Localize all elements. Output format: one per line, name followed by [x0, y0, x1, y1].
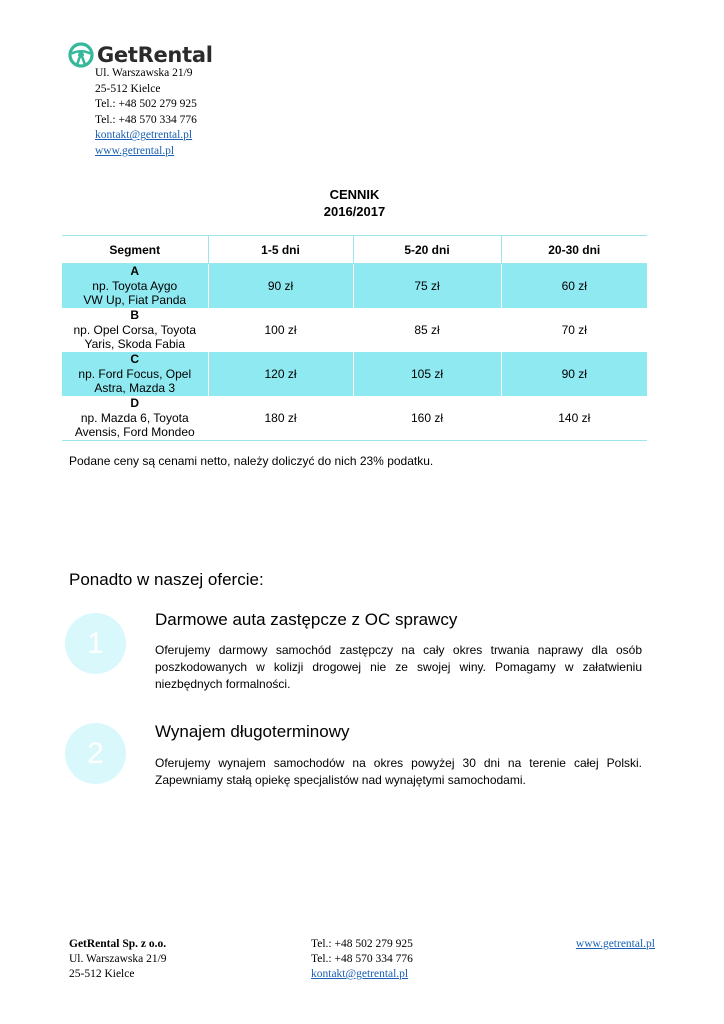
price-cell: 100 zł: [208, 308, 353, 352]
price-cell: 105 zł: [353, 352, 501, 396]
price-cell: 140 zł: [501, 396, 647, 441]
address-phone-1: Tel.: +48 502 279 925: [95, 98, 197, 111]
price-cell: 180 zł: [208, 396, 353, 441]
price-cell: 120 zł: [208, 352, 353, 396]
table-row: [62, 264, 647, 309]
header-website-link[interactable]: www.getrental.pl: [95, 144, 175, 157]
company-logo: [68, 41, 213, 69]
price-cell: 60 zł: [501, 264, 647, 309]
feature-text: Oferujemy darmowy samochód zastępczy na cały okres trwania naprawy dla osób poszkodowanych w kolizji drogowej nie ze swojej winy. Pomagamy w załatwieniu niezbędnych formalności.: [155, 643, 642, 691]
segment-desc: Yaris, Skoda Fabia: [84, 337, 185, 352]
segment-letter: A: [130, 264, 140, 279]
price-cell: 160 zł: [353, 396, 501, 441]
footer-company-block: [69, 937, 167, 982]
header-address: [95, 66, 197, 160]
price-table: [62, 235, 647, 441]
header-email-link[interactable]: kontakt@getrental.pl: [95, 129, 193, 142]
segment-desc: np. Opel Corsa, Toyota: [73, 322, 196, 337]
feature-title: Darmowe auta zastępcze z OC sprawcy: [155, 610, 458, 629]
segment-letter: D: [130, 396, 140, 411]
header-1-5: 1-5 dni: [208, 236, 353, 264]
segment-desc: Astra, Mazda 3: [94, 381, 176, 396]
footer-tel-1: Tel.: +48 502 279 925: [311, 938, 413, 950]
segment-letter: B: [130, 308, 140, 323]
title-line-2: 2016/2017: [323, 204, 386, 219]
price-cell: 70 zł: [501, 308, 647, 352]
segment-cell: [62, 396, 208, 441]
segment-desc: np. Ford Focus, Opel: [78, 366, 192, 381]
footer-street: Ul. Warszawska 21/9: [69, 953, 167, 965]
segment-desc: Avensis, Ford Mondeo: [74, 425, 195, 440]
footer-tel-2: Tel.: +48 570 334 776: [311, 953, 413, 965]
footer-company: GetRental Sp. z o.o.: [69, 938, 167, 950]
page-title: [62, 186, 647, 220]
header-segment: Segment: [62, 236, 208, 264]
price-cell: 85 zł: [353, 308, 501, 352]
segment-letter: C: [130, 352, 140, 367]
segment-desc: VW Up, Fiat Panda: [83, 293, 187, 308]
footer-contact-block: [311, 937, 413, 982]
footer-website-link[interactable]: www.getrental.pl: [575, 938, 655, 950]
offer-heading: Ponadto w naszej ofercie:: [69, 570, 264, 589]
header-5-20: 5-20 dni: [353, 236, 501, 264]
steering-wheel-icon: [68, 42, 94, 68]
table-row: [62, 308, 647, 352]
title-line-1: CENNIK: [329, 187, 380, 202]
price-cell: 90 zł: [208, 264, 353, 309]
feature-number-circle: 1: [65, 613, 126, 674]
footer-email-link[interactable]: kontakt@getrental.pl: [311, 968, 409, 980]
segment-cell: [62, 308, 208, 352]
price-cell: 75 zł: [353, 264, 501, 309]
feature-number-circle: 2: [65, 723, 126, 784]
segment-cell: [62, 264, 208, 309]
price-cell: 90 zł: [501, 352, 647, 396]
feature-title: Wynajem długoterminowy: [155, 722, 350, 741]
table-row: [62, 352, 647, 396]
table-row: [62, 396, 647, 441]
footer-web-block: [576, 937, 655, 952]
logo-text: GetRental: [97, 43, 213, 67]
vat-note: Podane ceny są cenami netto, należy doliczyć do nich 23% podatku.: [69, 454, 434, 468]
segment-cell: [62, 352, 208, 396]
feature-text: Oferujemy wynajem samochodów na okres powyżej 30 dni na terenie całej Polski. Zapewniamy stałą opiekę specjalistów nad wynajętymi samochodami.: [155, 756, 642, 787]
segment-desc: np. Mazda 6, Toyota: [80, 410, 189, 425]
address-city: 25-512 Kielce: [95, 82, 161, 95]
address-phone-2: Tel.: +48 570 334 776: [95, 113, 197, 126]
segment-desc: np. Toyota Aygo: [92, 278, 178, 293]
footer-city: 25-512 Kielce: [69, 968, 135, 980]
header-20-30: 20-30 dni: [501, 236, 647, 264]
table-header-row: [62, 236, 647, 264]
address-street: Ul. Warszawska 21/9: [95, 67, 193, 79]
